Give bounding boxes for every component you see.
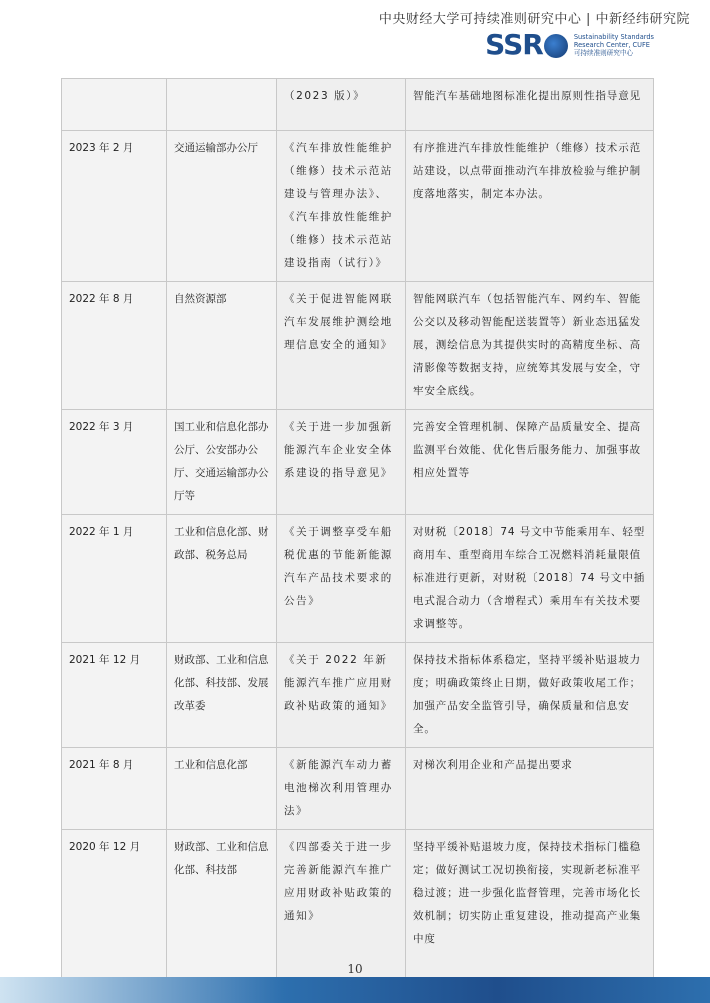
description-cell: 保持技术指标体系稳定，坚持平缓补贴退坡力度；明确政策终止日期，做好政策收尾工作；加强产品安全监管引导，确保质量和信息安全。 (406, 643, 654, 748)
date-cell: 2020 年 12 月 (62, 830, 167, 978)
department-cell: 国工业和信息化部办公厅、公安部办公厅、交通运输部办公厅等 (167, 410, 277, 515)
logo-caption (574, 33, 654, 57)
document-cell: 《关于调整享受车船税优惠的节能新能源汽车产品技术要求的公告》 (277, 515, 406, 643)
department-cell: 自然资源部 (167, 282, 277, 410)
globe-icon (544, 34, 568, 58)
date-cell (62, 79, 167, 131)
document-cell: 《关于进一步加强新能源汽车企业安全体系建设的指导意见》 (277, 410, 406, 515)
header-title: 中央财经大学可持续准则研究中心 | 中新经纬研究院 (378, 12, 690, 27)
department-cell: 工业和信息化部 (167, 748, 277, 830)
department-cell: 工业和信息化部、财政部、税务总局 (167, 515, 277, 643)
description-cell: 坚持平缓补贴退坡力度，保持技术指标门槛稳定；做好测试工况切换衔接，实现新老标准平稳过渡；进一步强化监督管理，完善市场化长效机制；切实防止重复建设，推动提高产业集中度 (406, 830, 654, 978)
description-cell: 智能网联汽车（包括智能汽车、网约车、智能公交以及移动智能配送装置等）新业态迅猛发展，测绘信息为其提供实时的高精度坐标、高清影像等数据支持，应统筹其发展与安全，守牢安全底线。 (406, 282, 654, 410)
logo-mark-text: SSR (485, 28, 543, 61)
date-cell: 2023 年 2 月 (62, 131, 167, 282)
date-cell: 2022 年 1 月 (62, 515, 167, 643)
policy-table (61, 78, 654, 978)
department-cell (167, 79, 277, 131)
description-cell: 对财税〔2018〕74 号文中节能乘用车、轻型商用车、重型商用车综合工况燃料消耗量限值标准进行更新，对财税〔2018〕74 号文中插电式混合动力（含增程式）乘用车有关技术要求调整等。 (406, 515, 654, 643)
document-cell: 《四部委关于进一步完善新能源汽车推广应用财政补贴政策的通知》 (277, 830, 406, 978)
logo-caption-line: 可持续准则研究中心 (573, 49, 634, 57)
table-row (62, 282, 654, 410)
department-cell: 交通运输部办公厅 (167, 131, 277, 282)
table-row (62, 748, 654, 830)
department-cell: 财政部、工业和信息化部、科技部 (167, 830, 277, 978)
description-cell: 智能汽车基础地图标准化提出原则性指导意见 (406, 79, 654, 131)
date-cell: 2022 年 8 月 (62, 282, 167, 410)
table-row (62, 515, 654, 643)
page-number: 10 (347, 962, 363, 976)
description-cell: 完善安全管理机制、保障产品质量安全、提高监测平台效能、优化售后服务能力、加强事故相应处置等 (406, 410, 654, 515)
table-row (62, 830, 654, 978)
table-row (62, 410, 654, 515)
document-cell: 《汽车排放性能维护（维修）技术示范站建设与管理办法》、《汽车排放性能维护（维修）技术示范站建设指南（试行）》 (277, 131, 406, 282)
table-row (62, 643, 654, 748)
document-cell: 《关于 2022 年新能源汽车推广应用财政补贴政策的通知》 (277, 643, 406, 748)
logo-caption-line: Research Center, CUFE (573, 41, 650, 49)
description-cell: 对梯次利用企业和产品提出要求 (406, 748, 654, 830)
logo-mark (485, 30, 568, 60)
document-cell: （2023 版）》 (277, 79, 406, 131)
date-cell: 2021 年 8 月 (62, 748, 167, 830)
date-cell: 2021 年 12 月 (62, 643, 167, 748)
table-row (62, 131, 654, 282)
logo-caption-line: Sustainability Standards (573, 33, 654, 41)
table-row (62, 79, 654, 131)
department-cell: 财政部、工业和信息化部、科技部、发展改革委 (167, 643, 277, 748)
footer-band (0, 977, 710, 1003)
ssrc-logo (485, 28, 654, 62)
document-cell: 《新能源汽车动力蓄电池梯次利用管理办法》 (277, 748, 406, 830)
document-cell: 《关于促进智能网联汽车发展维护测绘地理信息安全的通知》 (277, 282, 406, 410)
description-cell: 有序推进汽车排放性能维护（维修）技术示范站建设，以点带面推动汽车排放检验与维护制度落地落实，制定本办法。 (406, 131, 654, 282)
date-cell: 2022 年 3 月 (62, 410, 167, 515)
